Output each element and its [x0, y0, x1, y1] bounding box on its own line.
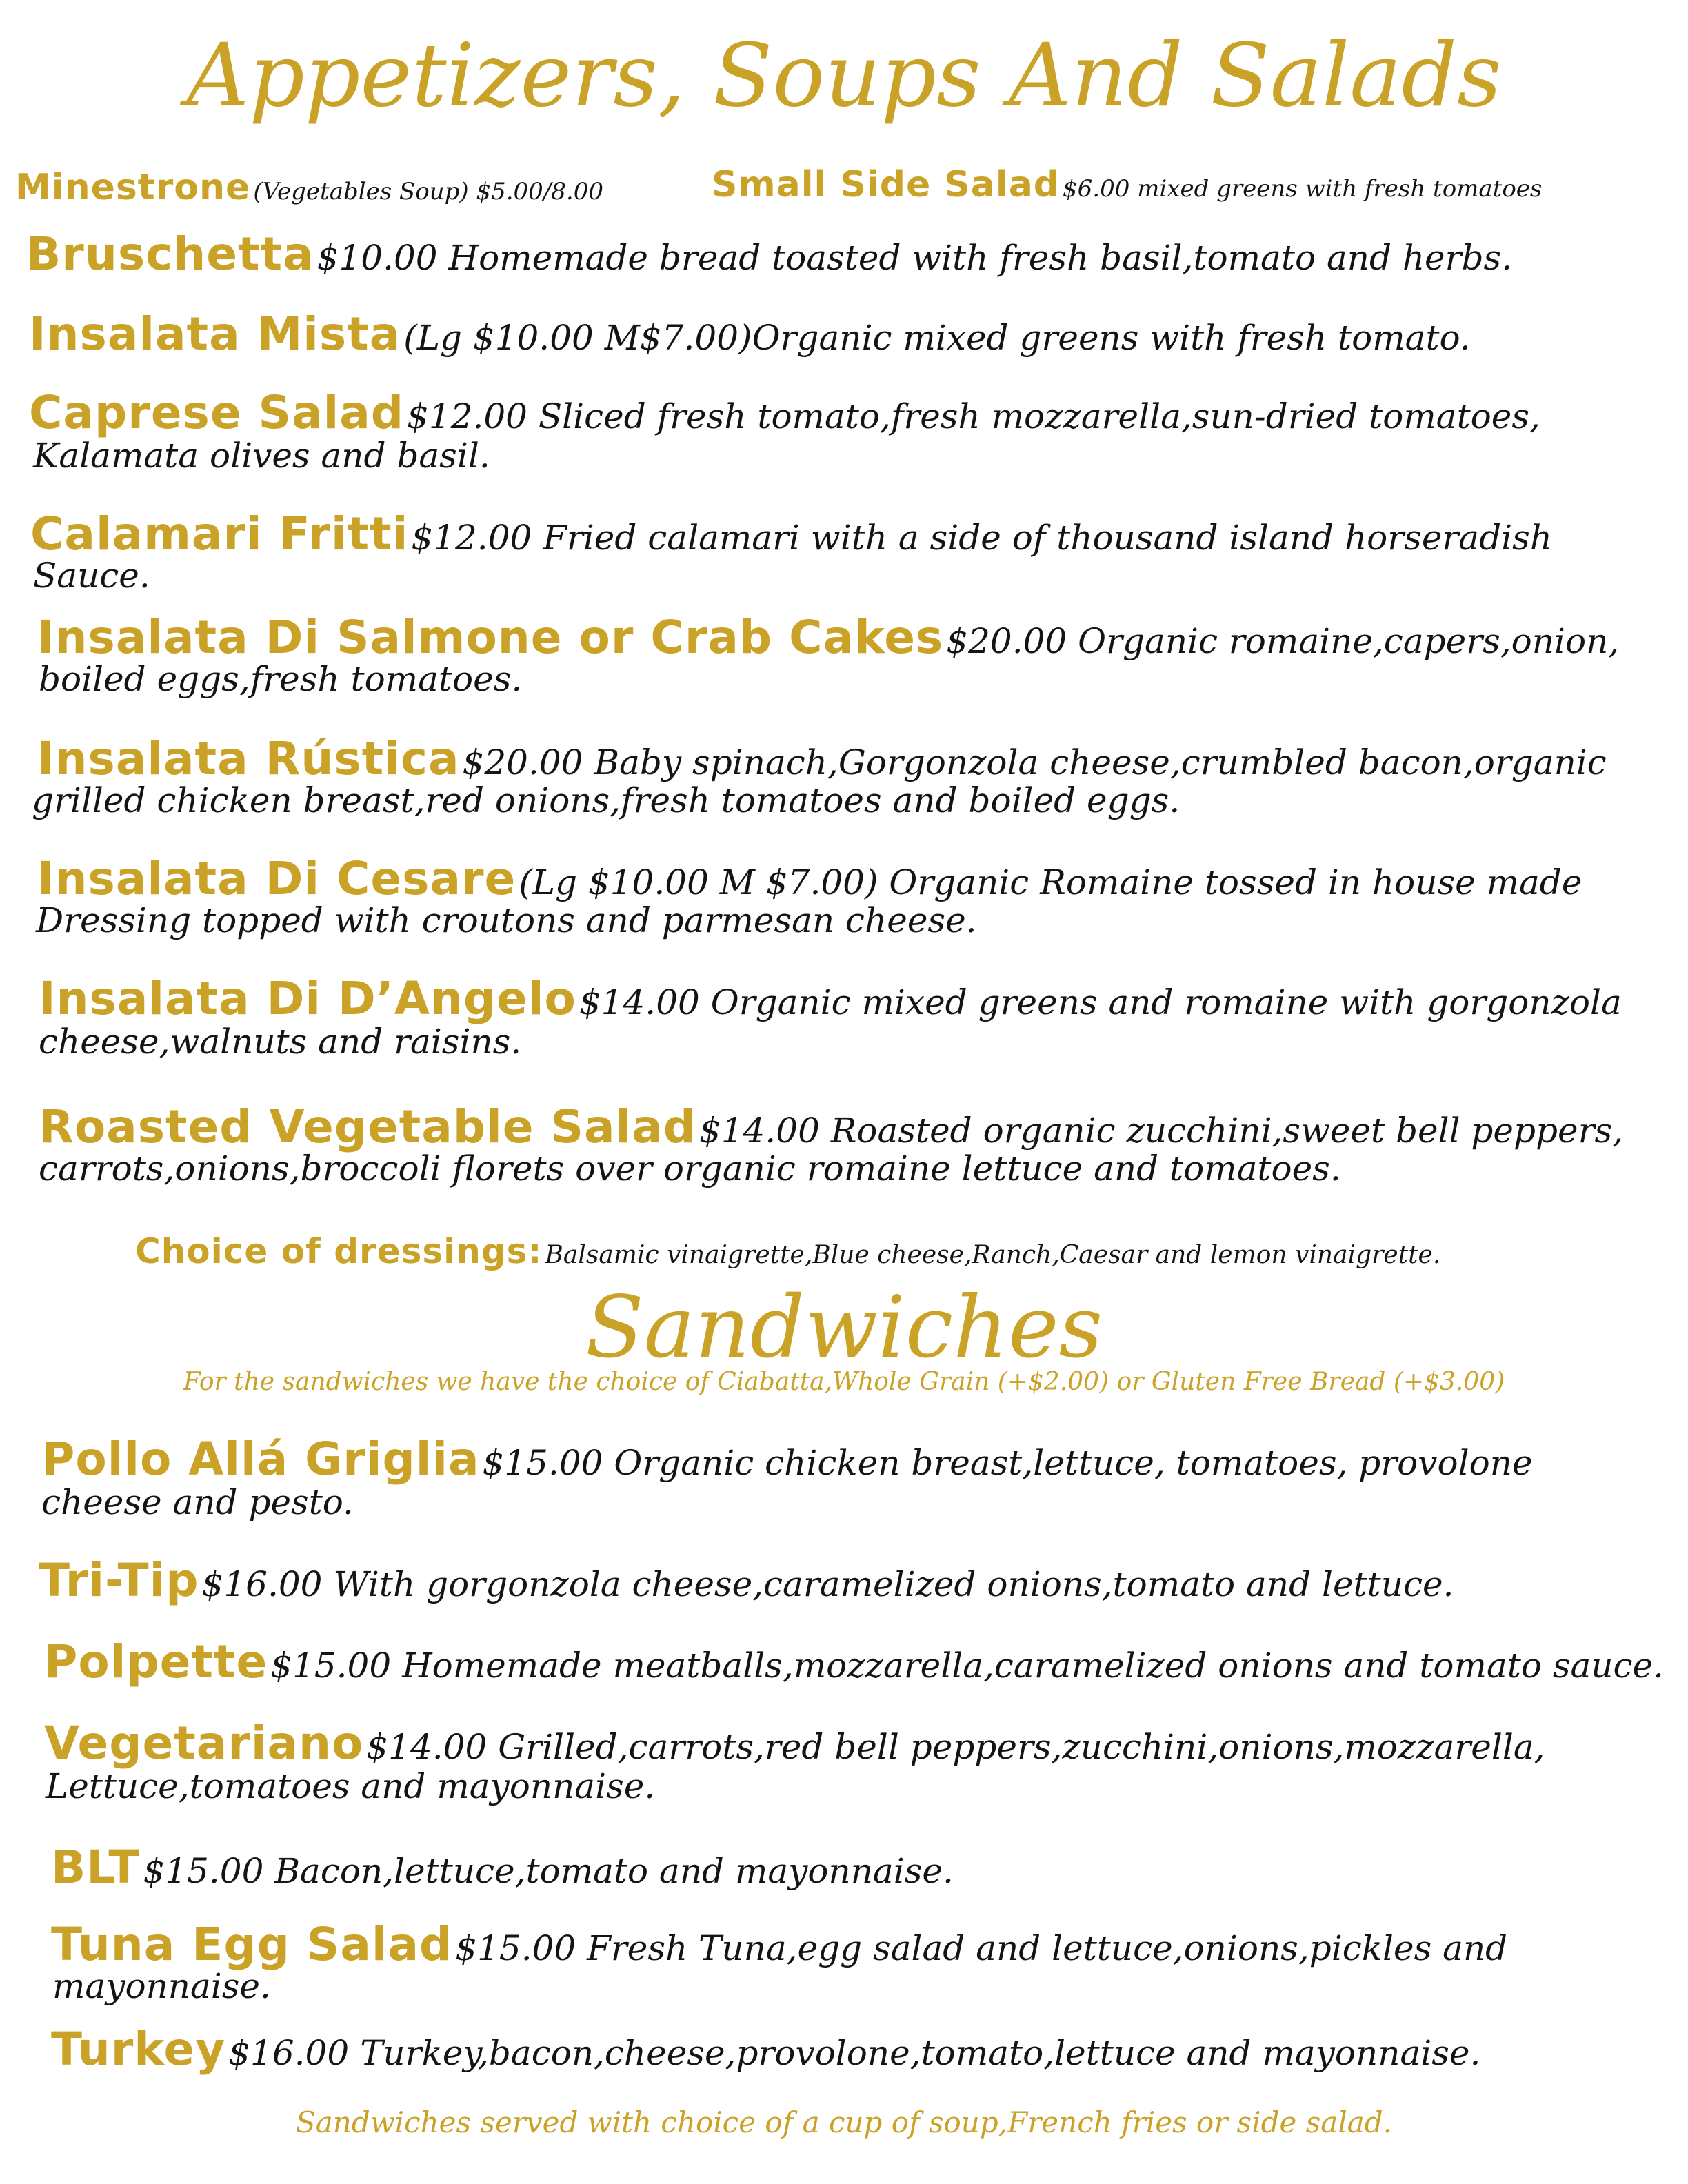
dressings-text: Balsamic vinaigrette,Blue cheese,Ranch,Caesar and lemon vinaigrette.	[545, 1241, 1441, 1269]
item-description: $12.00 Fried calamari with a side of thousand island horseradish	[411, 518, 1552, 558]
item-description-continued: Kalamata olives and basil.	[33, 436, 490, 476]
item-name: Insalata Mista	[29, 307, 401, 361]
item-description: $15.00 Homemade meatballs,mozzarella,caramelized onions and tomato sauce.	[270, 1646, 1664, 1686]
item-name: Minestrone	[15, 167, 251, 208]
item-description: (Lg $10.00 M$7.00)Organic mixed greens with fresh tomato.	[403, 318, 1471, 358]
menu-item-insalata-di-cesare	[37, 852, 1582, 905]
item-name: Turkey	[51, 2023, 226, 2076]
menu-item-vegetariano	[44, 1717, 1545, 1770]
item-description: $14.00 Organic mixed greens and romaine with gorgonzola	[579, 982, 1622, 1022]
menu-item-small-side-salad	[712, 164, 1542, 212]
sandwiches-bread-note: For the sandwiches we have the choice of Ciabatta,Whole Grain (+$2.00) or Gluten Free Bread (+$3.00)	[183, 1368, 1505, 1396]
menu-item-minestrone	[15, 167, 603, 215]
menu-item-calamari-fritti	[30, 507, 1552, 560]
menu-item-insalata-di-salmone	[37, 611, 1619, 664]
item-name: Polpette	[44, 1635, 268, 1688]
item-description: $16.00 With gorgonzola cheese,caramelized onions,tomato and lettuce.	[201, 1564, 1454, 1604]
item-description-continued: Dressing topped with croutons and parmesan cheese.	[36, 900, 977, 940]
item-description: $15.00 Fresh Tuna,egg salad and lettuce,onions,pickles and	[455, 1928, 1508, 1968]
item-description: $10.00 Homemade bread toasted with fresh basil,tomato and herbs.	[316, 238, 1513, 278]
menu-item-insalata-rustica	[37, 732, 1607, 785]
item-name: Calamari Fritti	[30, 507, 409, 560]
menu-item-tuna-egg-salad	[51, 1918, 1507, 1971]
item-name: Insalata Di Salmone or Crab Cakes	[37, 611, 944, 664]
item-description-continued: Sauce.	[33, 556, 150, 596]
item-description: $15.00 Organic chicken breast,lettuce, tomatoes, provolone	[482, 1443, 1533, 1483]
item-name: BLT	[51, 1841, 141, 1894]
item-name: Insalata Di Cesare	[37, 852, 516, 905]
item-description: $14.00 Grilled,carrots,red bell peppers,zucchini,onions,mozzarella,	[366, 1727, 1545, 1767]
item-description-continued: cheese,walnuts and raisins.	[39, 1022, 522, 1062]
dressings-note	[135, 1231, 1440, 1271]
menu-item-caprese-salad	[29, 386, 1540, 439]
item-name: Vegetariano	[44, 1717, 364, 1770]
item-description: (Vegetables Soup) $5.00/8.00	[253, 178, 603, 205]
sandwiches-footer-note: Sandwiches served with choice of a cup of soup,French fries or side salad.	[295, 2105, 1393, 2139]
item-description-continued: grilled chicken breast,red onions,fresh tomatoes and boiled eggs.	[32, 780, 1180, 820]
menu-item-insalata-di-dangelo	[39, 972, 1622, 1025]
item-description: $16.00 Turkey,bacon,cheese,provolone,tomato,lettuce and mayonnaise.	[228, 2033, 1481, 2073]
menu-item-roasted-vegetable-salad	[39, 1100, 1623, 1153]
menu-item-blt	[51, 1841, 954, 1894]
item-description: $20.00 Organic romaine,capers,onion,	[946, 621, 1620, 661]
item-description: $14.00 Roasted organic zucchini,sweet bell peppers,	[699, 1111, 1624, 1151]
menu-item-pollo-alla-griglia	[41, 1433, 1533, 1486]
menu-item-polpette	[44, 1635, 1664, 1688]
item-name: Insalata Di D’Angelo	[39, 972, 576, 1025]
item-description-continued: carrots,onions,broccoli florets over organic romaine lettuce and tomatoes.	[39, 1149, 1341, 1189]
item-description: $12.00 Sliced fresh tomato,fresh mozzarella,sun-dried tomatoes,	[407, 396, 1540, 436]
dressings-label: Choice of dressings:	[135, 1231, 543, 1271]
item-name: Insalata Rústica	[37, 732, 460, 785]
menu-item-bruschetta	[26, 228, 1512, 281]
section-title-appetizers: Appetizers, Soups And Salads	[186, 25, 1502, 126]
menu-item-tri-tip	[39, 1554, 1454, 1607]
item-name: Pollo Allá Griglia	[41, 1433, 480, 1486]
item-name: Bruschetta	[26, 228, 314, 281]
item-name: Small Side Salad	[712, 164, 1061, 205]
item-description-continued: boiled eggs,fresh tomatoes.	[39, 659, 523, 699]
item-description-continued: cheese and pesto.	[41, 1482, 354, 1522]
item-description-continued: Lettuce,tomatoes and mayonnaise.	[46, 1766, 656, 1806]
item-name: Tuna Egg Salad	[51, 1918, 453, 1971]
item-name: Roasted Vegetable Salad	[39, 1100, 696, 1153]
menu-item-insalata-mista	[29, 307, 1471, 361]
menu-item-turkey	[51, 2023, 1480, 2076]
item-description: $6.00 mixed greens with fresh tomatoes	[1063, 175, 1543, 203]
item-description: $20.00 Baby spinach,Gorgonzola cheese,crumbled bacon,organic	[462, 742, 1607, 782]
item-description-continued: mayonnaise.	[52, 1966, 271, 2006]
item-name: Tri-Tip	[39, 1554, 199, 1607]
section-title-sandwiches: Sandwiches	[585, 1278, 1103, 1377]
item-description: (Lg $10.00 M $7.00) Organic Romaine tossed in house made	[519, 862, 1582, 902]
item-description: $15.00 Bacon,lettuce,tomato and mayonnaise.	[143, 1851, 954, 1891]
item-name: Caprese Salad	[29, 386, 405, 439]
